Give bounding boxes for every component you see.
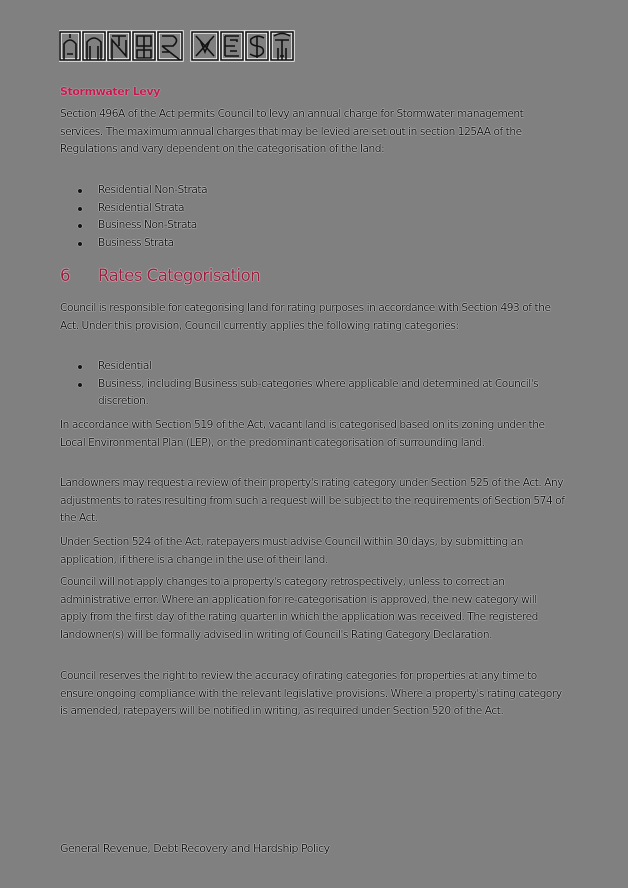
section-heading — [60, 266, 260, 285]
review-request-paragraph: Landowners may request a review of their property's rating category under Section 525 of the Act. Any adjustments to rates resulting from such a request will be subject to the requirements of Section 574 of the Act. — [60, 477, 565, 525]
rates-intro-paragraph: Council is responsible for categorising land for rating purposes in accordance with Section 493 of the Act. Under this provision, Council currently applies the following rating categories: — [60, 302, 551, 332]
list-item: Residential Strata — [60, 200, 565, 218]
accuracy-review-paragraph: Council reserves the right to review the accuracy of rating categories for properties at any time to ensure ongoing compliance with the relevant legislative provisions. Where a property's rating category is amended, ratepayers will be notified in writing, as required under Section 520 of the Act. — [60, 670, 562, 718]
stormwater-category-list — [60, 182, 565, 252]
inner-west-logo — [59, 30, 295, 62]
change-of-use-paragraph: Under Section 524 of the Act, ratepayers must advise Council within 30 days, by submitting an application, if there is a change in the use of their land. — [60, 536, 523, 566]
vacant-land-paragraph: In accordance with Section 519 of the Act, vacant land is categorised based on its zoning under the Local Environmental Plan (LEP), or the predominant categorisation of surrounding land. — [60, 419, 545, 449]
footer-document-title: General Revenue, Debt Recovery and Hardship Policy — [60, 842, 330, 855]
section-number: 6 — [60, 266, 70, 285]
retrospective-changes-paragraph: Council will not apply changes to a property's category retrospectively, unless to correct an administrative error. Where an application for re-categorisation is approved, the new category will apply from the first day of the rating quarter in which the application was received. The registered landowner(s) will be formally advised in writing of Council's Rating Category Declaration. — [60, 576, 538, 641]
inner-west-council-logo-icon — [59, 30, 295, 62]
list-item: Residential Non-Strata — [60, 182, 565, 200]
list-item: Business Strata — [60, 235, 565, 253]
rating-category-list — [60, 358, 565, 411]
list-item: Business Non-Strata — [60, 217, 565, 235]
list-item: Business, including Business sub-categories where applicable and determined at Council's discretion. — [60, 376, 565, 411]
list-item: Residential — [60, 358, 565, 376]
stormwater-levy-subheading: Stormwater Levy — [60, 85, 160, 98]
section-title: Rates Categorisation — [98, 266, 261, 285]
stormwater-intro-paragraph: Section 496A of the Act permits Council to levy an annual charge for Stormwater management services. The maximum annual charges that may be levied are set out in section 125AA of the Regulations and vary dependent on the categorisation of the land: — [60, 108, 524, 156]
